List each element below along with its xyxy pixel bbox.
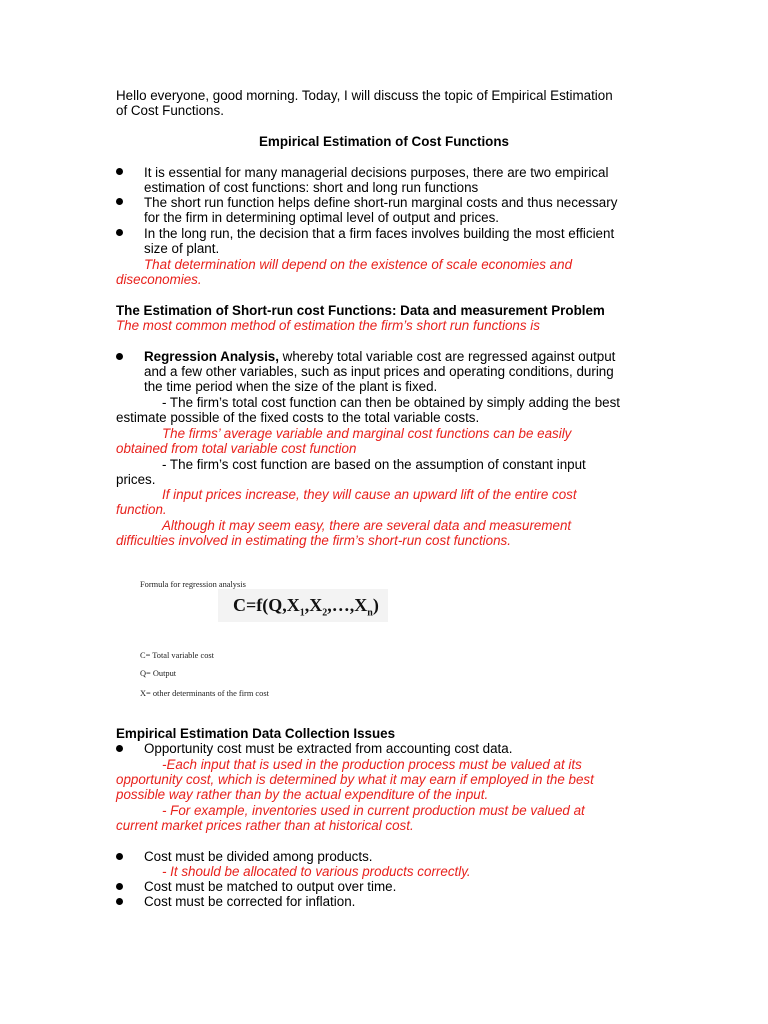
bullet-dot [116, 198, 123, 205]
bullet-dot [116, 883, 123, 890]
bullet-text: estimation of cost functions: short and long run functions [144, 180, 479, 195]
bullet-text: Opportunity cost must be extracted from accounting cost data. [144, 741, 513, 756]
bullet-text [144, 349, 615, 364]
legend-item: X= other determinants of the firm cost [140, 689, 269, 699]
bold-term: Regression Analysis, [144, 349, 279, 364]
note-text: That determination will depend on the existence of scale economies and [144, 257, 573, 272]
point-text: - The firm’s cost function are based on the assumption of constant input [162, 457, 586, 472]
bullet-text: for the firm in determining optimal level of output and prices. [144, 210, 500, 225]
red-text: possible way rather than by the actual expenditure of the input. [116, 787, 489, 802]
bullet-dot [116, 229, 123, 236]
regression-equation: $C=f(Q,X_1,X_2,\dots,X_n)$ [218, 589, 388, 622]
red-text: current market prices rather than at historical cost. [116, 818, 414, 833]
red-text: The firms’ average variable and marginal cost functions can be easily [162, 426, 572, 441]
point-text: prices. [116, 472, 156, 487]
section-heading: Empirical Estimation Data Collection Issues [116, 726, 396, 741]
point-text: - The firm’s total cost function can then be obtained by simply adding the best [162, 395, 621, 410]
red-text: function. [116, 502, 167, 517]
intro-line-2: of Cost Functions. [116, 103, 224, 118]
point-text: estimate possible of the fixed costs to the total variable costs. [116, 410, 480, 425]
bullet-text: Cost must be divided among products. [144, 849, 373, 864]
red-text: If input prices increase, they will cause an upward lift of the entire cost [162, 487, 577, 502]
bullet-dot [116, 353, 123, 360]
bullet-text: size of plant. [144, 241, 220, 256]
bullet-text: The short run function helps define short-run marginal costs and thus necessary [144, 195, 618, 210]
bullet-text: It is essential for many managerial decisions purposes, there are two empirical [144, 165, 609, 180]
bullet-dot [116, 898, 123, 905]
bullet-dot [116, 745, 123, 752]
bullet-text: the time period when the size of the plant is fixed. [144, 379, 438, 394]
intro-line-1: Hello everyone, good morning. Today, I will discuss the topic of Empirical Estimation [116, 88, 613, 103]
legend-item: Q= Output [140, 669, 177, 679]
figure-caption: Formula for regression analysis [140, 580, 246, 590]
bullet-dot [116, 853, 123, 860]
bullet-text: Cost must be matched to output over time. [144, 879, 397, 894]
red-text: Although it may seem easy, there are several data and measurement [162, 518, 572, 533]
bullet-text: Cost must be corrected for inflation. [144, 894, 356, 909]
section-subheading: The most common method of estimation the firm’s short run functions is [116, 318, 540, 333]
red-text: - It should be allocated to various products correctly. [162, 864, 471, 879]
red-text: difficulties involved in estimating the firm’s short-run cost functions. [116, 533, 511, 548]
note-text: diseconomies. [116, 272, 202, 287]
red-text: opportunity cost, which is determined by what it may earn if employed in the best [116, 772, 594, 787]
bullet-text: and a few other variables, such as input prices and operating conditions, during [144, 364, 614, 379]
red-text: - For example, inventories used in current production must be valued at [162, 803, 585, 818]
red-text: -Each input that is used in the production process must be valued at its [162, 757, 582, 772]
red-text: obtained from total variable cost function [116, 441, 357, 456]
section-heading: The Estimation of Short-run cost Functions: Data and measurement Problem [116, 303, 605, 318]
document-title: Empirical Estimation of Cost Functions [259, 134, 509, 149]
bullet-text: In the long run, the decision that a firm faces involves building the most efficient [144, 226, 615, 241]
legend-item: C= Total variable cost [140, 651, 214, 661]
bullet-rest: whereby total variable cost are regressed against output [278, 349, 616, 364]
bullet-dot [116, 168, 123, 175]
